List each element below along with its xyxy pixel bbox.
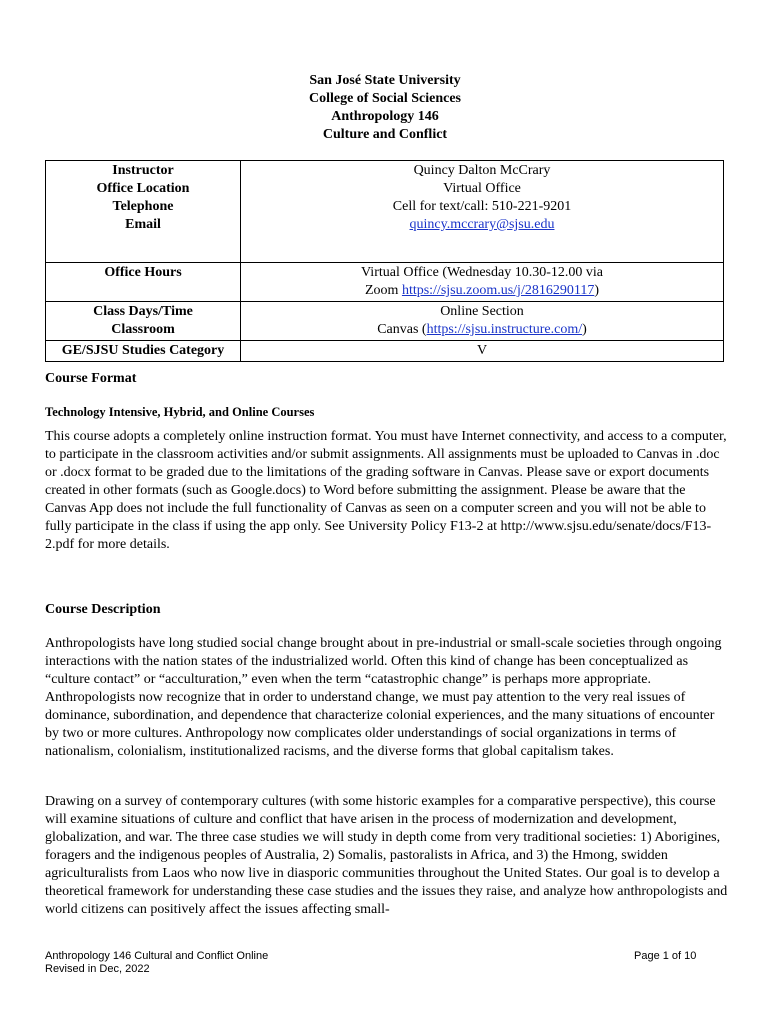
course-format-paragraph: This course adopts a completely online instruction format. You must have Internet connectivity, and access to a computer, to participate in the classroom activities and/or submit assignments. All assignments must be uploaded to Canvas in .doc or .docx format to be graded due to the limitations of the grading software in Canvas. Please save or export documents created in other formats (such as Google.docs) to Word before submitting the assignment. Please be aware that the Canvas App does not include the full functionality of Canvas as seen on a computer screen and you will not be able to fully participate in the class if using the app only. See University Policy F13-2 at http://www.sjsu.edu/senate/docs/F13-2.pdf for more details. [45,429,727,552]
telephone-value: Cell for text/call: 510-221-9201 [392,199,572,214]
page-number: Page 1 of 10 [634,950,697,962]
office-hours-value-cell: Virtual Office (Wednesday 10.30-12.00 via Zoom https://sjsu.zoom.us/j/2816290117) [241,263,724,302]
university-name: San José State University [309,73,461,88]
table-row [46,263,724,302]
telephone-label: Telephone [112,199,174,214]
office-hours-label: Office Hours [104,265,182,280]
class-days-label: Class Days/Time [93,304,193,319]
contact-values-cell [241,161,724,263]
table-row [46,302,724,341]
contact-labels-cell [46,161,241,263]
canvas-link[interactable]: https://sjsu.instructure.com/ [426,322,583,337]
ge-category-value: V [476,343,488,358]
ge-value-cell [241,341,724,362]
footer-left [45,950,268,976]
course-description-paragraph-2: Drawing on a survey of contemporary cultures (with some historic examples for a comparative perspective), this course will examine situations of culture and conflict that have arisen in the process of modernization and development, globalization, and war. The three case studies we will study in depth come from very traditional societies: 1) Aborigines, foragers and the indigenous peoples of Australia, 2) Somalis, pastoralists in Africa, and 3) the Hmong, swidden agriculturalists from Laos who now live in diasporic communities throughout the United States. Our goal is to develop a theoretical framework for understanding these case studies and the issues they raise, and analyze how anthropologists and world citizens can positively affect the issues affecting small- [45,794,728,917]
footer-revision-line: Revised in Dec, 2022 [45,963,150,975]
email-link[interactable]: quincy.mccrary@sjsu.edu [409,217,555,232]
course-description-paragraph-1: Anthropologists have long studied social change brought about in pre-industrial or small-scale societies through ongoing interactions with the nation states of the industrialized world. Often this kind of change has been conceptualized as “culture contact” or “acculturation,” even when the term “catastrophic change” is perhaps more appropriate. Anthropologists now recognize that in order to understand change, we must pay attention to the very real issues of dominance, subordination, and dependence that characterize colonial experiences, and the many situations of encounter by two or more cultures. Anthropology now complicates older understandings of social organizations in terms of nationalism, colonialism, institutionalized racisms, and the diverse forms that global capitalism takes. [45,636,722,759]
course-title: Culture and Conflict [322,127,448,142]
class-values-cell: Online Section Canvas (https://sjsu.instructure.com/) [241,302,724,341]
course-format-heading: Course Format [45,371,137,386]
instructor-label: Instructor [112,163,174,178]
table-row [46,341,724,362]
class-labels-cell [46,302,241,341]
course-info-table [45,160,724,362]
document-header [0,72,770,144]
course-description-heading: Course Description [45,602,161,617]
zoom-link[interactable]: https://sjsu.zoom.us/j/2816290117 [401,283,595,298]
ge-category-label: GE/SJSU Studies Category [61,343,225,358]
course-number: Anthropology 146 [331,109,439,124]
office-location-label: Office Location [96,181,190,196]
office-hours-line: Virtual Office (Wednesday 10.30-12.00 via [361,265,603,280]
office-location-value: Virtual Office [443,181,521,196]
footer-course-line: Anthropology 146 Cultural and Conflict Online [45,950,269,962]
course-format-subheading: Technology Intensive, Hybrid, and Online Courses [45,405,315,419]
instructor-name: Quincy Dalton McCrary [413,163,551,178]
classroom-label: Classroom [111,322,175,337]
class-days-value: Online Section [440,304,524,319]
email-label: Email [125,217,161,232]
table-row [46,161,724,263]
college-name: College of Social Sciences [308,91,462,106]
office-hours-label-cell [46,263,241,302]
ge-label-cell [46,341,241,362]
